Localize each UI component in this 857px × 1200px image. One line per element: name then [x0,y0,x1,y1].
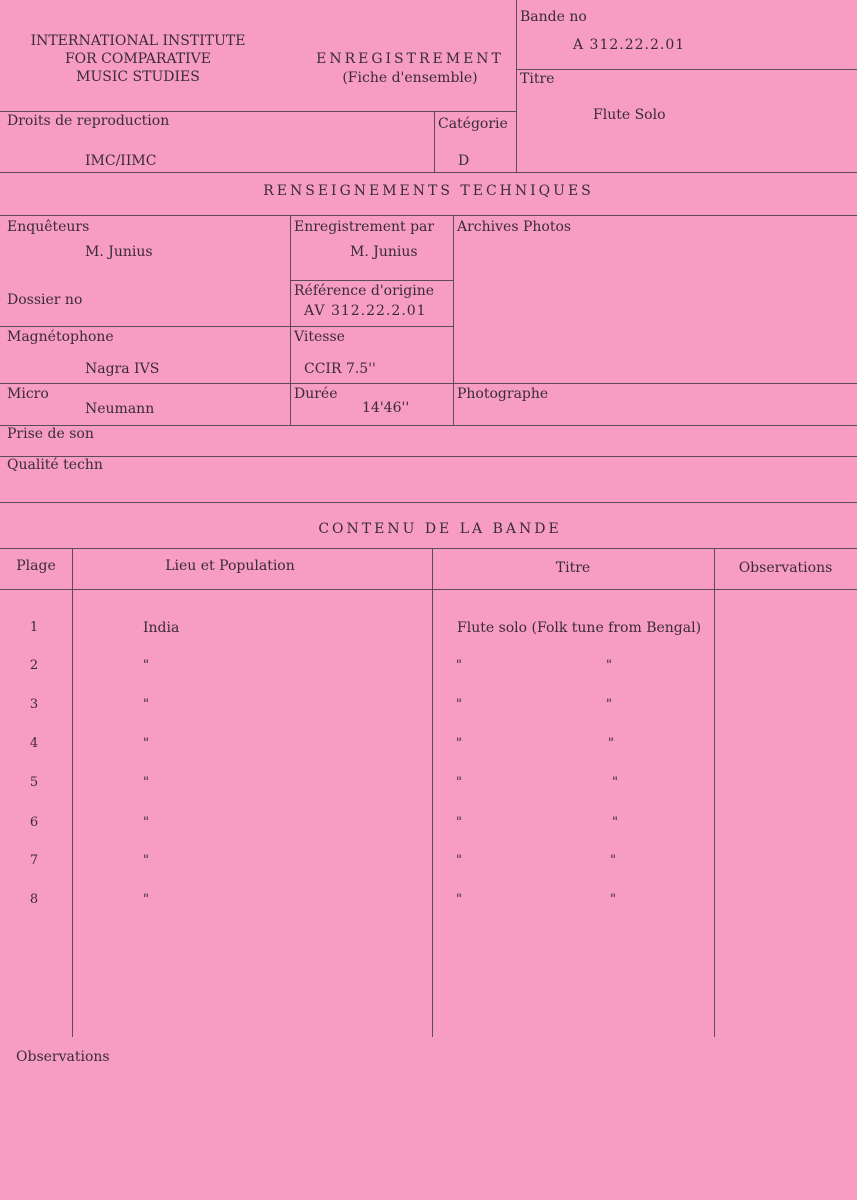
plage-number: 4 [29,736,39,751]
titre-cell: Flute solo (Folk tune from Bengal) [457,620,702,636]
plage-number: 6 [29,815,39,830]
divider [0,111,516,112]
institute-line: INTERNATIONAL INSTITUTE [30,33,246,49]
droits-value: IMC/IIMC [85,153,157,169]
section-title-contents: CONTENU DE LA BANDE [318,521,562,537]
divider [0,456,857,457]
vitesse-value: CCIR 7.5'' [304,361,376,377]
institute-line: MUSIC STUDIES [76,69,200,85]
enqueteurs-label: Enquêteurs [7,219,90,235]
qualite-techn-label: Qualité techn [7,457,103,473]
titre-cell: " [456,736,462,751]
institute-name [0,32,276,86]
titre-cell: " [456,658,462,673]
titre-cell: " [456,853,462,868]
lieu-cell: " [143,697,149,712]
column-header-titre: Titre [555,560,591,576]
divider [714,548,715,1037]
divider [453,215,454,425]
dossier-label: Dossier no [7,292,83,308]
titre-ditto: " [610,892,616,907]
micro-label: Micro [7,386,49,402]
divider [290,215,291,425]
droits-label: Droits de reproduction [7,113,170,129]
lieu-cell: " [143,658,149,673]
duree-value: 14'46'' [362,400,410,416]
plage-number: 3 [29,697,39,712]
plage-number: 7 [29,853,39,868]
duree-label: Durée [294,386,338,402]
plage-number: 2 [29,658,39,673]
divider [0,383,857,384]
divider [0,215,857,216]
enregistrement-par-label: Enregistrement par [294,219,435,235]
divider [0,172,857,173]
divider [516,0,517,172]
bande-label: Bande no [520,9,587,25]
enqueteurs-value: M. Junius [85,244,153,260]
column-header-plage: Plage [16,558,56,574]
section-title-technical: RENSEIGNEMENTS TECHNIQUES [263,183,594,199]
titre-ditto: " [608,736,614,751]
titre-value: Flute Solo [593,107,666,123]
categorie-value: D [458,153,470,169]
titre-ditto: " [606,658,612,673]
lieu-cell: India [143,620,180,636]
titre-cell: " [456,775,462,790]
titre-ditto: " [610,853,616,868]
lieu-cell: " [143,775,149,790]
titre-cell: " [456,815,462,830]
enregistrement-par-value: M. Junius [350,244,418,260]
reference-label: Référence d'origine [294,283,435,299]
divider [434,111,435,172]
lieu-cell: " [143,815,149,830]
titre-ditto: " [612,775,618,790]
divider [0,326,453,327]
reference-value: AV 312.22.2.01 [304,303,427,319]
photographe-label: Photographe [457,386,549,402]
observations-label: Observations [16,1049,110,1065]
plage-number: 8 [29,892,39,907]
divider [72,548,73,1037]
magnetophone-label: Magnétophone [7,329,114,345]
divider [432,548,433,1037]
plage-number: 5 [29,775,39,790]
titre-ditto: " [612,815,618,830]
lieu-cell: " [143,892,149,907]
divider [516,69,857,70]
form-title: ENREGISTREMENT [316,51,504,67]
divider [0,502,857,503]
titre-label: Titre [520,71,555,87]
titre-cell: " [456,892,462,907]
plage-number: 1 [29,620,39,635]
bande-value: A 312.22.2.01 [573,37,686,53]
prise-de-son-label: Prise de son [7,426,94,442]
column-header-observations: Observations [738,560,833,576]
divider [290,280,453,281]
column-header-lieu: Lieu et Population [165,558,295,574]
archives-photos-label: Archives Photos [457,219,572,235]
divider [0,589,857,590]
categorie-label: Catégorie [438,116,508,132]
micro-value: Neumann [85,401,155,417]
lieu-cell: " [143,736,149,751]
vitesse-label: Vitesse [294,329,345,345]
divider [0,548,857,549]
lieu-cell: " [143,853,149,868]
divider [0,425,857,426]
institute-line: FOR COMPARATIVE [64,51,212,67]
form-subtitle: (Fiche d'ensemble) [342,70,478,86]
titre-ditto: " [606,697,612,712]
titre-cell: " [456,697,462,712]
magnetophone-value: Nagra IVS [85,361,160,377]
